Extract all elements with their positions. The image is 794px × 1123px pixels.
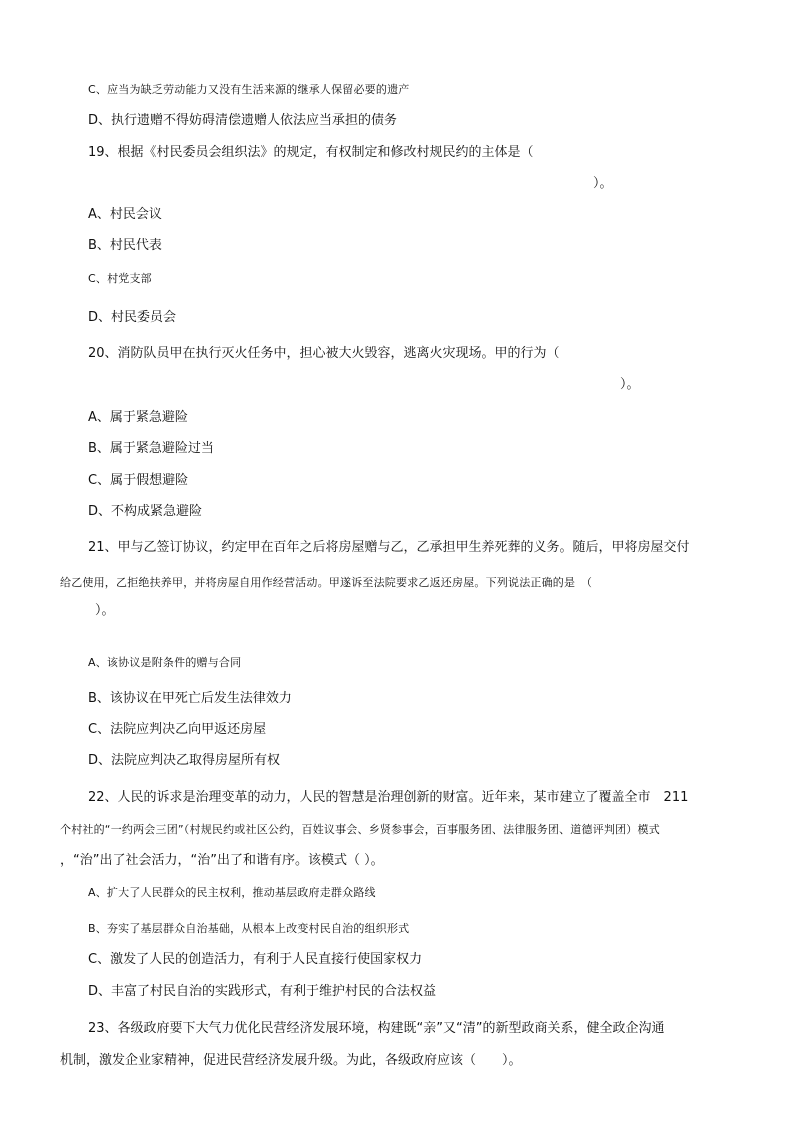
question-22-line1: 22、人民的诉求是治理变革的动力，人民的智慧是治理创新的财富。近年来，某市建立了覆盖全市 211: [88, 790, 689, 805]
question-20-blank: ）。: [620, 377, 640, 392]
option-20c: C、属于假想避险: [88, 473, 189, 488]
option-22b: B、夯实了基层群众自治基础，从根本上改变村民自治的组织形式: [88, 922, 410, 935]
question-23-line1: 23、各级政府要下大气力优化民营经济发展环境，构建既“亲”又“清”的新型政商关系，健全政企沟通: [88, 1021, 665, 1036]
option-22c: C、激发了人民的创造活力，有利于人民直接行使国家权力: [88, 952, 423, 967]
question-19-blank: ）。: [593, 176, 613, 191]
option-18d: D、执行遗赠不得妨碍清偿遗赠人依法应当承担的债务: [88, 113, 398, 128]
option-18c: C、应当为缺乏劳动能力又没有生活来源的继承人保留必要的遗产: [88, 83, 410, 96]
option-20d: D、不构成紧急避险: [88, 504, 203, 519]
question-21-line2: 给乙使用，乙拒绝扶养甲，并将房屋自用作经营活动。甲遂诉至法院要求乙返还房屋。下列说法正确的是 （: [60, 576, 593, 589]
option-19c: C、村党支部: [88, 272, 152, 285]
question-23-line2: 机制，激发企业家精神，促进民营经济发展升级。为此，各级政府应该（ ）。: [60, 1053, 522, 1068]
option-21b: B、该协议在甲死亡后发生法律效力: [88, 691, 292, 706]
option-22d: D、丰富了村民自治的实践形式，有利于维护村民的合法权益: [88, 984, 437, 999]
option-21a: A、该协议是附条件的赠与合同: [88, 656, 242, 669]
question-22-line3: ，“治”出了社会活力，“治”出了和谐有序。该模式（ ）。: [60, 853, 384, 868]
option-22a: A、扩大了人民群众的民主权利，推动基层政府走群众路线: [88, 886, 376, 899]
option-20b: B、属于紧急避险过当: [88, 441, 214, 456]
option-19b: B、村民代表: [88, 238, 162, 253]
option-19d: D、村民委员会: [88, 310, 177, 325]
question-22-line2: 个村社的“一约两会三团”（村规民约或社区公约，百姓议事会、乡贤参事会，百事服务团、法律服务团、道德评判团）模式: [60, 823, 660, 836]
question-20: 20、消防队员甲在执行灭火任务中，担心被大火毁容，逃离火灾现场。甲的行为（: [88, 346, 560, 361]
option-21c: C、法院应判决乙向甲返还房屋: [88, 722, 267, 737]
question-21-blank: ）。: [95, 603, 115, 618]
question-19: 19、根据《村民委员会组织法》的规定，有权制定和修改村规民约的主体是（: [88, 145, 534, 160]
question-21-line1: 21、甲与乙签订协议，约定甲在百年之后将房屋赠与乙，乙承担甲生养死葬的义务。随后，甲将房屋交付: [88, 540, 690, 555]
option-21d: D、法院应判决乙取得房屋所有权: [88, 753, 281, 768]
option-20a: A、属于紧急避险: [88, 410, 188, 425]
option-19a: A、村民会议: [88, 207, 162, 222]
